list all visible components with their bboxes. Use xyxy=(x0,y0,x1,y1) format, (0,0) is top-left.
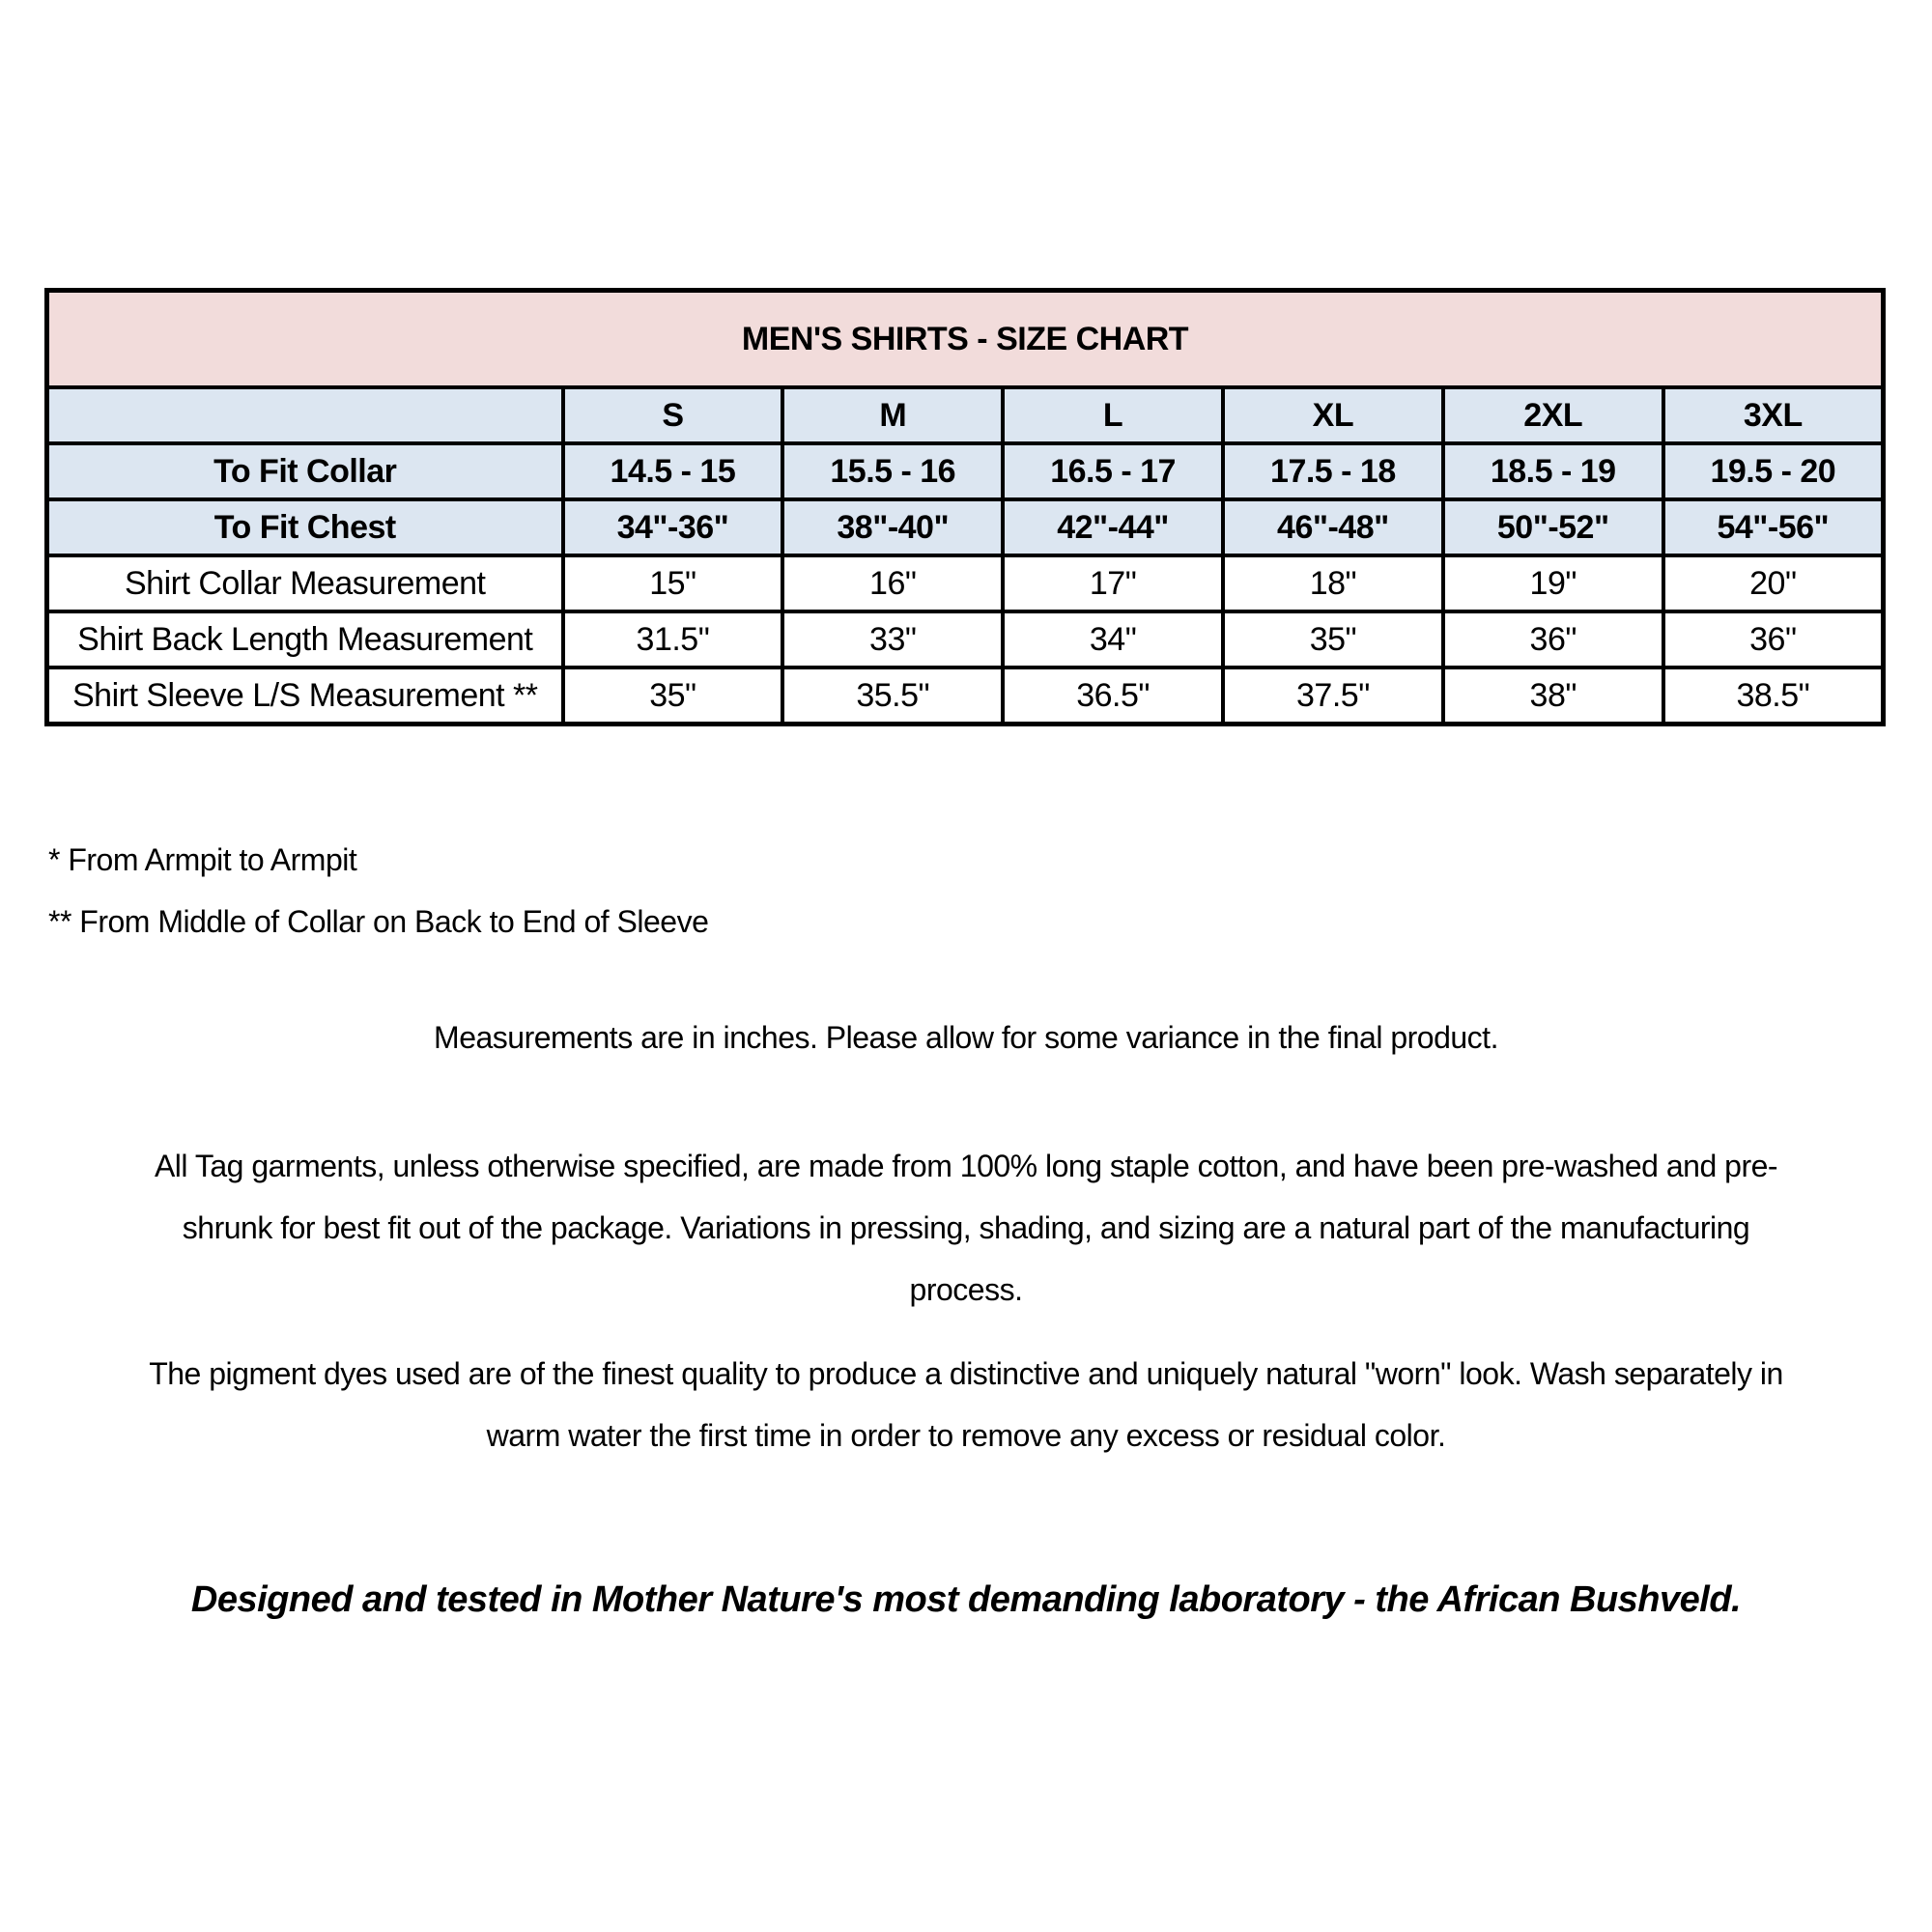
cell-sleeve-l: 36.5" xyxy=(1003,668,1223,724)
size-chart-title: MEN'S SHIRTS - SIZE CHART xyxy=(47,291,1884,388)
col-header-s: S xyxy=(563,387,783,443)
footnote-armpit: * From Armpit to Armpit xyxy=(48,842,357,877)
col-header-3xl: 3XL xyxy=(1663,387,1884,443)
note-garments-line-3: process. xyxy=(909,1272,1023,1307)
note-measurements xyxy=(0,1007,1932,1068)
cell-shirt-collar-m: 16" xyxy=(782,555,1003,611)
cell-to-fit-collar-2xl: 18.5 - 19 xyxy=(1443,443,1663,499)
row-label-to-fit-chest: To Fit Chest xyxy=(47,499,563,555)
col-header-l: L xyxy=(1003,387,1223,443)
col-header-2xl: 2XL xyxy=(1443,387,1663,443)
col-header-xl: XL xyxy=(1223,387,1443,443)
cell-to-fit-chest-s: 34"-36" xyxy=(563,499,783,555)
row-label-shirt-collar: Shirt Collar Measurement xyxy=(47,555,563,611)
cell-shirt-collar-2xl: 19" xyxy=(1443,555,1663,611)
corner-cell xyxy=(47,387,563,443)
cell-to-fit-chest-2xl: 50"-52" xyxy=(1443,499,1663,555)
note-garments xyxy=(0,1135,1932,1321)
note-garments-line-1: All Tag garments, unless otherwise specified, are made from 100% long staple cotton, and have been pre-washed and pre- xyxy=(154,1149,1778,1183)
cell-shirt-collar-3xl: 20" xyxy=(1663,555,1884,611)
cell-to-fit-chest-m: 38"-40" xyxy=(782,499,1003,555)
cell-to-fit-chest-xl: 46"-48" xyxy=(1223,499,1443,555)
cell-shirt-collar-xl: 18" xyxy=(1223,555,1443,611)
to-fit-collar-row xyxy=(47,443,1884,499)
note-measurements-line: Measurements are in inches. Please allow for some variance in the final product. xyxy=(434,1020,1498,1055)
cell-back-length-3xl: 36" xyxy=(1663,611,1884,668)
shirt-sleeve-row xyxy=(47,668,1884,724)
row-label-shirt-sleeve: Shirt Sleeve L/S Measurement ** xyxy=(47,668,563,724)
cell-to-fit-collar-l: 16.5 - 17 xyxy=(1003,443,1223,499)
size-header-row xyxy=(47,387,1884,443)
cell-to-fit-chest-3xl: 54"-56" xyxy=(1663,499,1884,555)
col-header-m: M xyxy=(782,387,1003,443)
cell-sleeve-m: 35.5" xyxy=(782,668,1003,724)
cell-back-length-m: 33" xyxy=(782,611,1003,668)
cell-back-length-xl: 35" xyxy=(1223,611,1443,668)
size-chart-table xyxy=(44,288,1886,726)
note-pigment-line-1: The pigment dyes used are of the finest quality to produce a distinctive and uniquely natural "worn" look. Wash separately in xyxy=(149,1356,1783,1391)
cell-back-length-2xl: 36" xyxy=(1443,611,1663,668)
cell-to-fit-collar-s: 14.5 - 15 xyxy=(563,443,783,499)
cell-to-fit-collar-3xl: 19.5 - 20 xyxy=(1663,443,1884,499)
cell-sleeve-3xl: 38.5" xyxy=(1663,668,1884,724)
cell-shirt-collar-s: 15" xyxy=(563,555,783,611)
cell-sleeve-xl: 37.5" xyxy=(1223,668,1443,724)
note-pigment-line-2: warm water the first time in order to remove any excess or residual color. xyxy=(486,1418,1446,1453)
row-label-to-fit-collar: To Fit Collar xyxy=(47,443,563,499)
shirt-back-length-row xyxy=(47,611,1884,668)
cell-to-fit-collar-m: 15.5 - 16 xyxy=(782,443,1003,499)
cell-sleeve-s: 35" xyxy=(563,668,783,724)
cell-to-fit-collar-xl: 17.5 - 18 xyxy=(1223,443,1443,499)
cell-back-length-l: 34" xyxy=(1003,611,1223,668)
footnote-sleeve: ** From Middle of Collar on Back to End of Sleeve xyxy=(48,904,709,939)
cell-to-fit-chest-l: 42"-44" xyxy=(1003,499,1223,555)
cell-back-length-s: 31.5" xyxy=(563,611,783,668)
to-fit-chest-row xyxy=(47,499,1884,555)
shirt-collar-row xyxy=(47,555,1884,611)
cell-sleeve-2xl: 38" xyxy=(1443,668,1663,724)
note-pigment xyxy=(0,1343,1932,1466)
footnotes xyxy=(48,829,708,952)
note-garments-line-2: shrunk for best fit out of the package. Variations in pressing, shading, and sizing are a natural part of the manufacturing xyxy=(182,1210,1750,1245)
cell-shirt-collar-l: 17" xyxy=(1003,555,1223,611)
tagline: Designed and tested in Mother Nature's most demanding laboratory - the African Bushveld. xyxy=(190,1579,1742,1620)
row-label-shirt-back-length: Shirt Back Length Measurement xyxy=(47,611,563,668)
title-row xyxy=(47,291,1884,388)
